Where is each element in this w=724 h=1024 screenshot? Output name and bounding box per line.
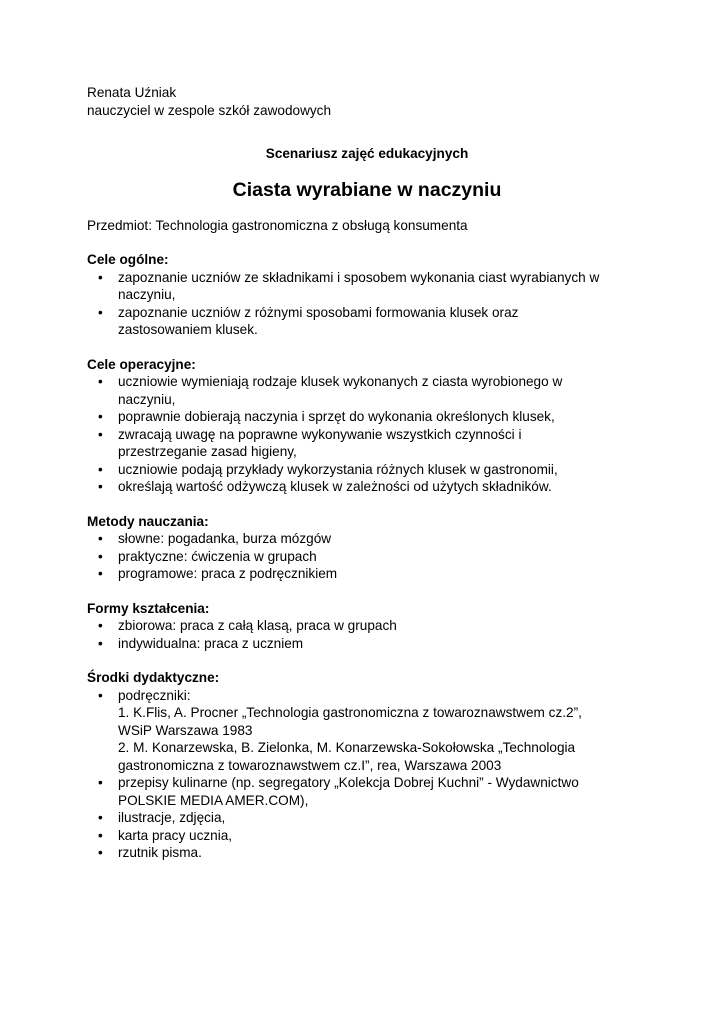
- list-item-text: 1. K.Flis, A. Procner „Technologia gastronomiczna z towaroznawstwem cz.2”,: [118, 705, 582, 720]
- bullet-icon: •: [98, 479, 103, 494]
- document-page: [87, 84, 647, 862]
- list-item: [87, 408, 647, 426]
- list-item-text: indywidualna: praca z uczniem: [118, 635, 304, 651]
- list-item-text: zbiorowa: praca z całą klasą, praca w grupach: [118, 618, 397, 633]
- bullet-icon: •: [98, 409, 103, 424]
- bullet-icon: •: [98, 635, 103, 651]
- author-name: Renata Uźniak: [87, 85, 177, 100]
- bullet-icon: •: [98, 531, 103, 546]
- section-heading-cele-ogolne: Cele ogólne:: [87, 252, 169, 267]
- list-cele-ogolne: [87, 269, 647, 339]
- list-item-text: podręczniki:: [118, 687, 191, 703]
- list-item-text: słowne: pogadanka, burza mózgów: [118, 531, 332, 546]
- list-item: [87, 827, 647, 845]
- list-item: [87, 809, 647, 827]
- list-item-text: POLSKIE MEDIA AMER.COM),: [118, 792, 309, 808]
- bullet-icon: •: [98, 618, 103, 633]
- bullet-icon: •: [98, 566, 103, 581]
- list-item-text: zwracają uwagę na poprawne wykonywanie wszystkich czynności i: [118, 426, 522, 442]
- list-formy: [87, 617, 647, 652]
- list-item: [87, 269, 647, 304]
- list-item: [87, 461, 647, 479]
- bullet-icon: •: [98, 775, 103, 790]
- list-item-text: programowe: praca z podręcznikiem: [118, 566, 338, 581]
- list-item: [87, 687, 647, 775]
- document-title: Ciasta wyrabiane w naczyniu: [232, 178, 502, 201]
- list-metody: [87, 530, 647, 583]
- list-item-text: zapoznanie uczniów ze składnikami i sposobem wykonania ciast wyrabianych w: [118, 269, 600, 285]
- bullet-icon: •: [98, 304, 103, 320]
- list-item-text: 2. M. Konarzewska, B. Zielonka, M. Konarzewska-Sokołowska „Technologia: [118, 740, 576, 755]
- list-item-text: przestrzeganie zasad higieny,: [118, 444, 297, 459]
- bullet-icon: •: [98, 827, 103, 843]
- list-item-text: ilustracje, zdjęcia,: [118, 810, 226, 825]
- list-item: [87, 774, 647, 809]
- list-item: [87, 426, 647, 461]
- bullet-icon: •: [98, 810, 103, 825]
- list-srodki: [87, 687, 647, 862]
- list-item-text: uczniowie podają przykłady wykorzystania różnych klusek w gastronomii,: [118, 461, 558, 477]
- section-heading-srodki: Środki dydaktyczne:: [87, 670, 220, 685]
- list-item: [87, 548, 647, 566]
- list-item: [87, 478, 647, 496]
- list-item-text: naczyniu,: [118, 287, 176, 302]
- list-item-text: zastosowaniem klusek.: [118, 322, 258, 337]
- document-subtitle: Scenariusz zajęć edukacyjnych: [265, 146, 469, 161]
- section-heading-cele-operacyjne: Cele operacyjne:: [87, 356, 196, 372]
- section-heading-formy: Formy kształcenia:: [87, 600, 210, 616]
- list-item-text: WSiP Warszawa 1983: [118, 722, 253, 738]
- list-item-text: określają wartość odżywczą klusek w zależności od użytych składników.: [118, 479, 552, 494]
- list-item: [87, 635, 647, 653]
- section-heading-metody: Metody nauczania:: [87, 513, 209, 529]
- bullet-icon: •: [98, 461, 103, 477]
- author-role: nauczyciel w zespole szkół zawodowych: [87, 102, 332, 118]
- bullet-icon: •: [98, 269, 103, 285]
- list-item-text: karta pracy ucznia,: [118, 827, 233, 843]
- list-item-text: przepisy kulinarne (np. segregatory „Kolekcja Dobrej Kuchni” - Wydawnictwo: [118, 775, 579, 790]
- bullet-icon: •: [98, 426, 103, 442]
- list-item-text: poprawnie dobierają naczynia i sprzęt do wykonania określonych klusek,: [118, 409, 555, 424]
- list-item: [87, 565, 647, 583]
- bullet-icon: •: [98, 548, 103, 564]
- list-item: [87, 304, 647, 339]
- list-item: [87, 617, 647, 635]
- bullet-icon: •: [98, 845, 103, 860]
- list-item-text: gastronomiczna z towaroznawstwem cz.I”, rea, Warszawa 2003: [118, 757, 502, 773]
- list-cele-operacyjne: [87, 373, 647, 496]
- list-item-text: zapoznanie uczniów z różnymi sposobami formowania klusek oraz: [118, 304, 519, 320]
- list-item: [87, 530, 647, 548]
- list-item: [87, 844, 647, 862]
- list-item-text: naczyniu,: [118, 391, 176, 407]
- bullet-icon: •: [98, 687, 103, 703]
- bullet-icon: •: [98, 374, 103, 389]
- list-item: [87, 373, 647, 408]
- subject-line: Przedmiot: Technologia gastronomiczna z obsługą konsumenta: [87, 217, 468, 233]
- list-item-text: uczniowie wymieniają rodzaje klusek wykonanych z ciasta wyrobionego w: [118, 374, 563, 389]
- list-item-text: rzutnik pisma.: [118, 845, 202, 860]
- list-item-text: praktyczne: ćwiczenia w grupach: [118, 548, 317, 564]
